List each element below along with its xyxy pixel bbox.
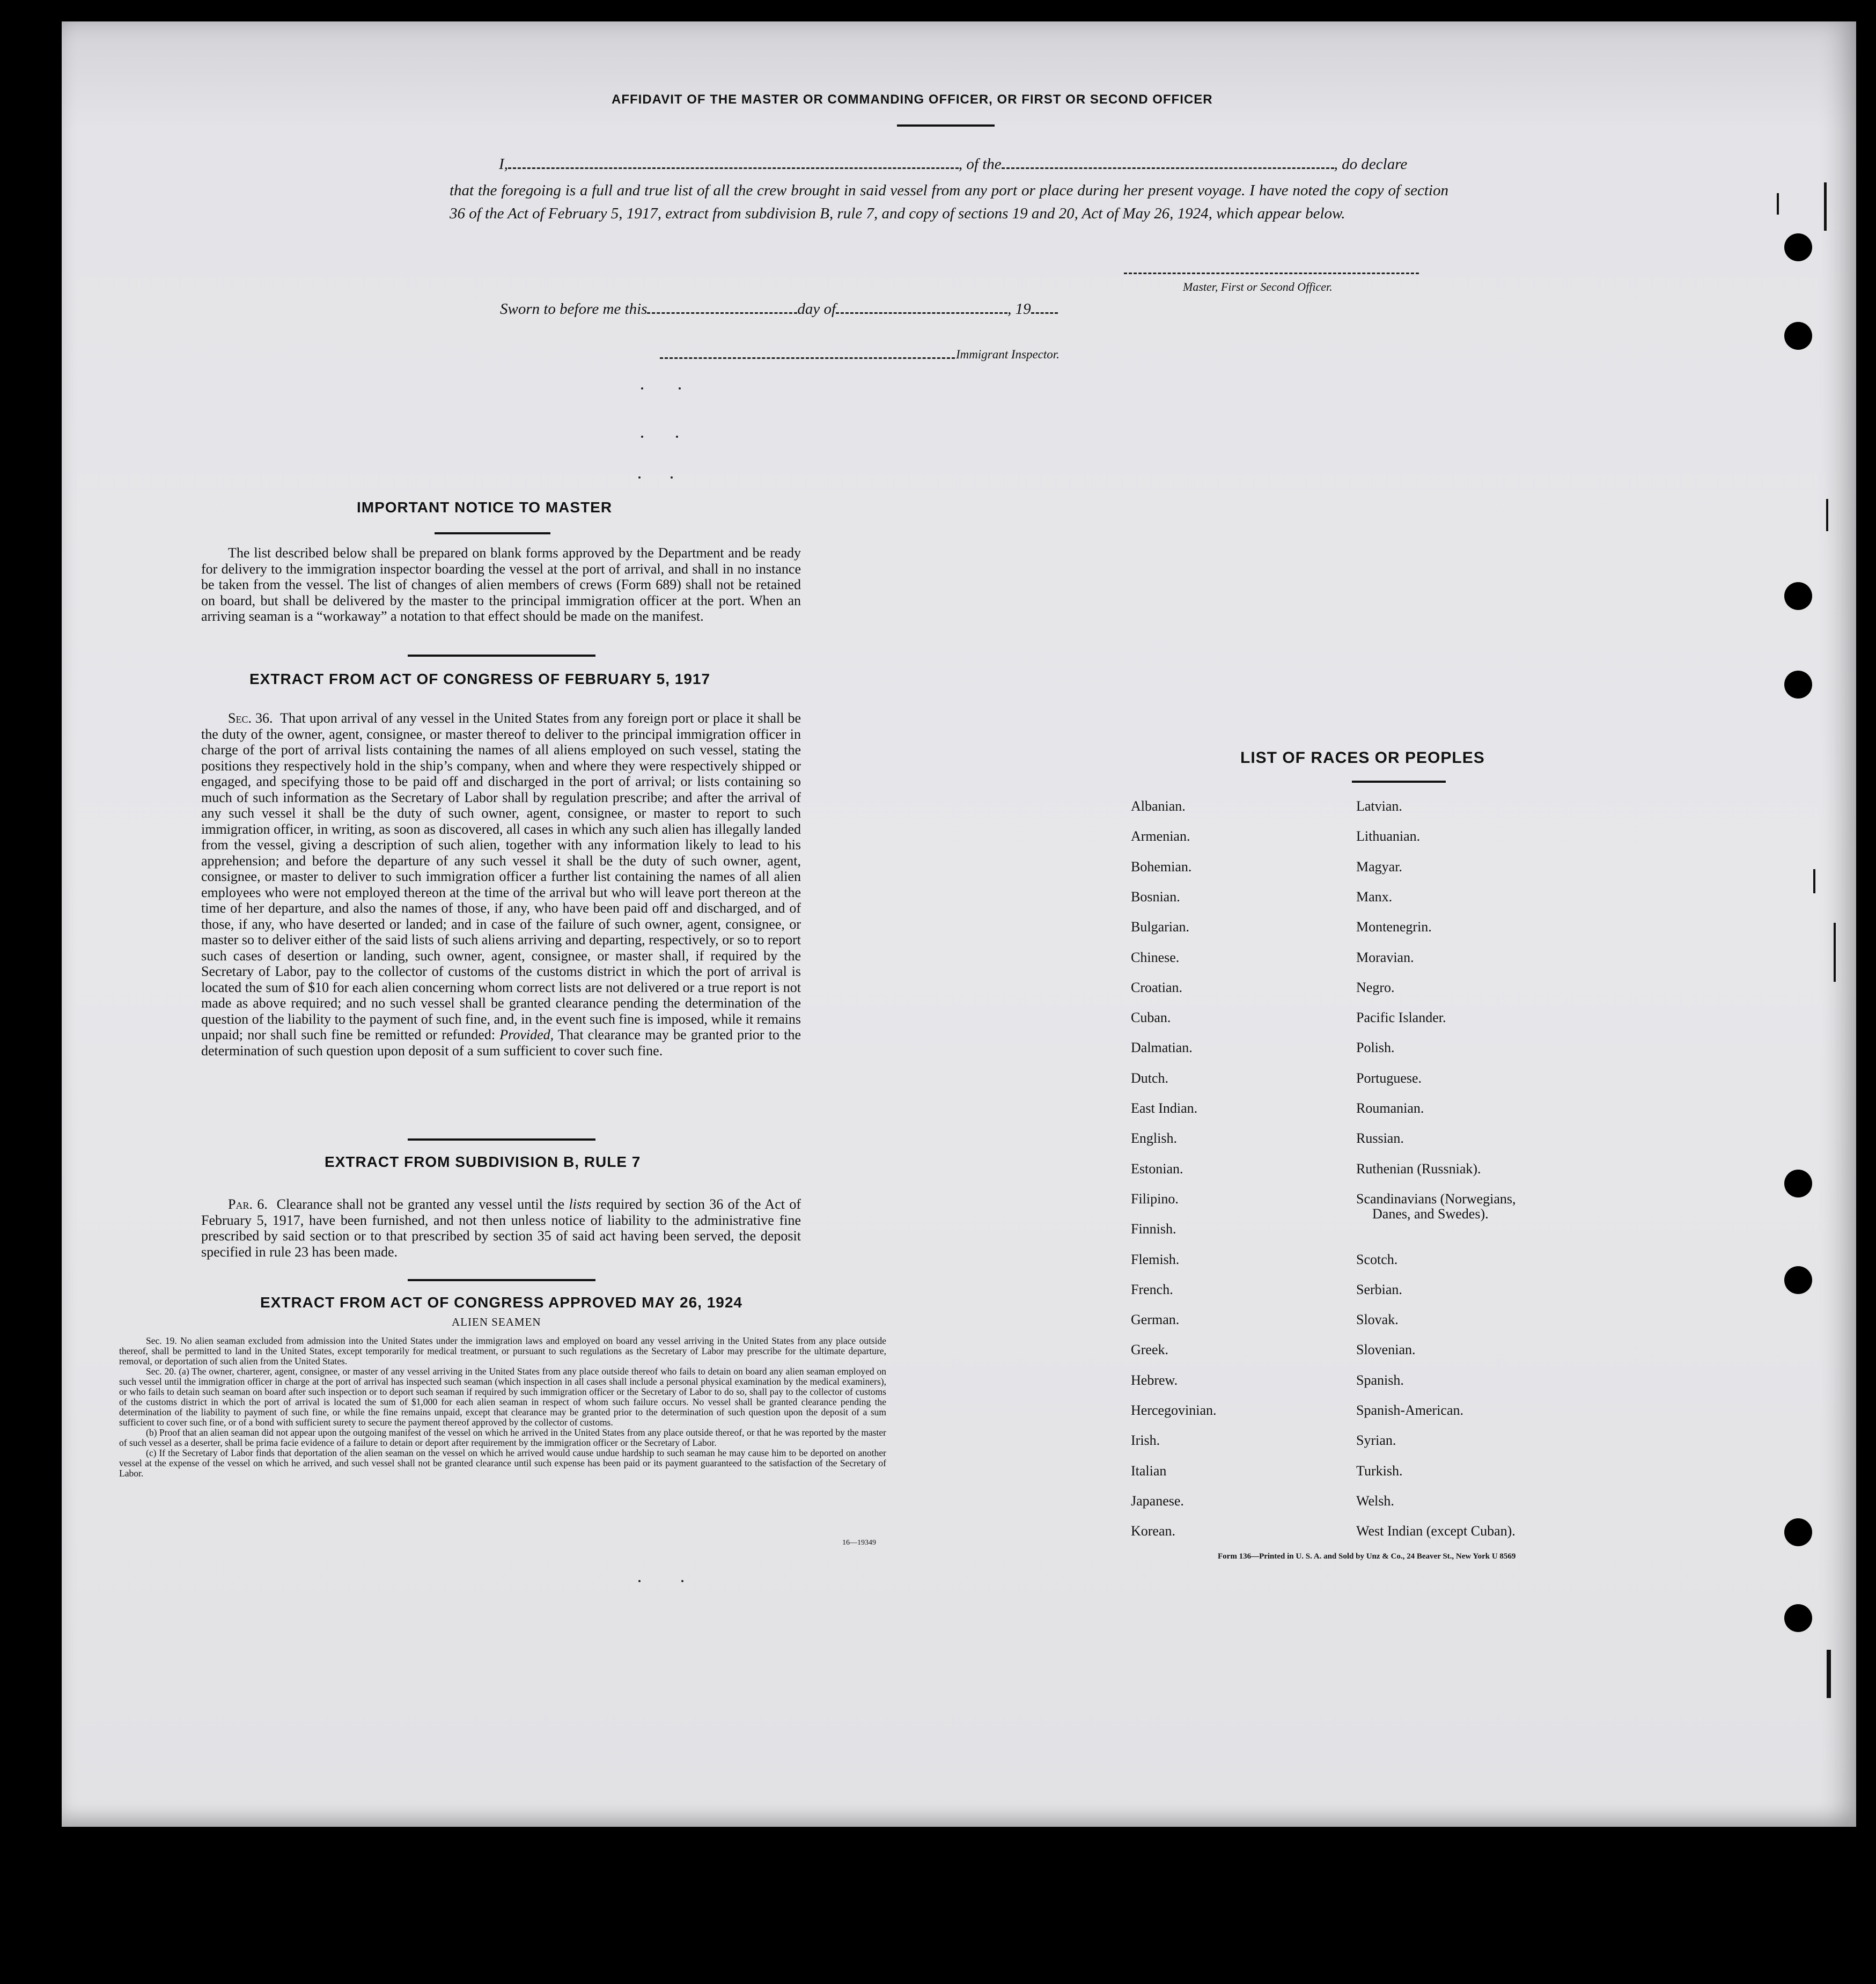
declaration-do-declare: , do declare <box>1334 156 1408 173</box>
stray-dot <box>641 387 643 390</box>
divider <box>408 1138 595 1141</box>
section-20b-paragraph: (b) Proof that an alien seaman did not appear upon the outgoing manifest of the vessel on which he arrived in the United States from any place outside thereof, or that he was reported by the master of such vessel as a deserter, shall be prima facie evidence of a failure to detain or deport after requirement by the immigration officer or the Secretary of Labor. <box>119 1427 886 1448</box>
notice-title: IMPORTANT NOTICE TO MASTER <box>357 499 613 516</box>
race-item: Polish. <box>1356 1040 1395 1056</box>
punch-hole <box>1784 1170 1812 1197</box>
punch-hole <box>1784 1604 1812 1632</box>
races-title: LIST OF RACES OR PEOPLES <box>1240 749 1485 767</box>
race-item: Greek. <box>1131 1342 1169 1358</box>
divider <box>435 532 550 534</box>
section-19-paragraph: Sec. 19. No alien seaman excluded from admission into the United States under the immigration laws and employed on board any vessel arriving in the United States from any place outside thereof, shall be permitted to land in the United States, except temporarily for medical treatment, or pursuant to such regulations as the Secretary of Labor may prescribe for the ultimate departure, removal, or deportation of such alien from the United States. <box>119 1335 886 1366</box>
form-code: 16—19349 <box>842 1539 876 1547</box>
race-item: Turkish. <box>1356 1463 1403 1479</box>
extract-1917-title: EXTRACT FROM ACT OF CONGRESS OF FEBRUARY 5, 1917 <box>249 671 711 687</box>
binder-mark <box>1777 193 1779 215</box>
race-item: Bulgarian. <box>1131 919 1190 935</box>
race-item: French. <box>1131 1281 1173 1297</box>
declaration-i: I, <box>499 156 508 173</box>
sworn-label: Sworn to before me this <box>500 300 648 318</box>
race-item: Flemish. <box>1131 1251 1180 1267</box>
race-item: Hercegovinian. <box>1131 1402 1217 1418</box>
stray-dot <box>641 436 643 438</box>
race-item: English. <box>1131 1130 1177 1147</box>
lists-word: lists <box>569 1196 592 1212</box>
divider <box>408 655 595 657</box>
name-blank[interactable] <box>508 167 959 169</box>
proviso-text: That clearance may be granted prior to the determination of such question upon deposit of a sum sufficient to cover such fine. <box>201 1027 801 1059</box>
footer-imprint: Form 136—Printed in U. S. A. and Sold by Unz & Co., 24 Beaver St., New York U 8569 <box>1218 1552 1516 1561</box>
race-item: Dutch. <box>1131 1070 1169 1086</box>
signature-blank[interactable] <box>1124 273 1419 274</box>
inspector-blank[interactable] <box>660 357 955 359</box>
par-6-paragraph <box>201 1196 801 1260</box>
race-item: Serbian. <box>1356 1281 1402 1297</box>
race-item: Hebrew. <box>1131 1372 1178 1388</box>
declaration-line <box>499 156 1448 173</box>
race-item: Syrian. <box>1356 1432 1396 1449</box>
stray-dot <box>676 436 678 438</box>
divider <box>1352 781 1446 783</box>
race-item: Italian <box>1131 1463 1167 1479</box>
race-item: Moravian. <box>1356 949 1414 965</box>
race-item: Ruthenian (Russniak). <box>1356 1160 1481 1177</box>
race-item: Slovenian. <box>1356 1342 1416 1358</box>
extract-1924-title: EXTRACT FROM ACT OF CONGRESS APPROVED MAY 26, 1924 <box>260 1294 742 1311</box>
section-36-label: Sec. 36. <box>228 710 273 726</box>
notice-paragraph: The list described below shall be prepared on blank forms approved by the Department and be ready for delivery to the immigration inspector boarding the vessel at the port of arrival, and shall in no instance be taken from the vessel. The list of changes of alien members of crews (Form 689) shall not be retained on board, but shall be delivered by the master to the principal immigration officer at the port. When an arriving seaman is a “workaway” a notation to that effect should be made on the manifest. <box>201 545 801 624</box>
race-item: Japanese. <box>1131 1493 1184 1509</box>
sworn-year-blank[interactable] <box>1031 312 1058 314</box>
section-36-text <box>201 710 801 1059</box>
race-item: Dalmatian. <box>1131 1040 1193 1056</box>
rule-7-text <box>201 1196 801 1260</box>
notice-body <box>201 545 801 624</box>
race-item: Lithuanian. <box>1356 828 1421 844</box>
binder-mark <box>1827 1650 1831 1698</box>
punch-hole <box>1784 671 1812 699</box>
divider <box>408 1279 595 1281</box>
rule-7-title: EXTRACT FROM SUBDIVISION B, RULE 7 <box>325 1153 641 1170</box>
sworn-day-blank[interactable] <box>647 312 797 314</box>
race-item: Cuban. <box>1131 1010 1171 1026</box>
sworn-line <box>500 300 1058 318</box>
punch-hole <box>1784 1266 1812 1294</box>
sworn-month-blank[interactable] <box>836 312 1007 314</box>
stray-dot <box>681 1580 683 1582</box>
par-6-label: Par. 6. <box>228 1196 268 1212</box>
proviso-label: Provided, <box>499 1027 554 1042</box>
alien-seamen-subtitle: ALIEN SEAMEN <box>452 1316 541 1328</box>
binder-mark <box>1813 869 1815 893</box>
section-20a-paragraph: Sec. 20. (a) The owner, charterer, agent, consignee, or master of any vessel arriving in the United States from any place outside thereof who fails to detain on board any alien seaman employed on such vessel until the immigration officer in charge at the port of arrival has inspected such seaman (which inspection in all cases shall include a personal physical examination by the medical examiners), or who fails to detain such seaman on board after such inspection or to deport such seaman if required by such immigration officer or the Secretary of Labor to do so, shall pay to the collector of customs of the customs district in which the port of arrival is located the sum of $1,000 for each alien seaman in respect of whom such failure occurs. No vessel shall be granted clearance pending the determination of the liability to payment of such fine, or while the fine remains unpaid, except that clearance may be granted prior to the determination of such question upon the deposit of a sum sufficient to cover such fine, or of a bond with sufficient surety to secure the payment thereof approved by the collector of customs. <box>119 1366 886 1428</box>
race-item: Roumanian. <box>1356 1100 1424 1116</box>
race-item: Albanian. <box>1131 798 1186 814</box>
race-item: Magyar. <box>1356 858 1402 875</box>
race-item: Bosnian. <box>1131 888 1180 905</box>
alien-seamen-text <box>119 1336 886 1479</box>
race-item: Montenegrin. <box>1356 919 1432 935</box>
par-6-body-b: required by section 36 of the Act of February 5, 1917, have been furnished, and not then unless notice of liability to the administrative fine prescribed by said section or to that prescribed by section 35 of said act having been served, the deposit specified in rule 23 has been made. <box>201 1196 801 1260</box>
race-item: Danes, and Swedes). <box>1372 1206 1489 1222</box>
section-36-paragraph <box>201 710 801 1059</box>
stray-dot <box>638 1580 641 1582</box>
race-item: Filipino. <box>1131 1191 1179 1207</box>
race-item: Latvian. <box>1356 798 1402 814</box>
punch-hole <box>1784 1518 1812 1546</box>
race-item: Scandinavians (Norwegians, <box>1356 1191 1516 1207</box>
race-item: Slovak. <box>1356 1312 1399 1328</box>
race-item: Estonian. <box>1131 1160 1183 1177</box>
race-item: Spanish-American. <box>1356 1402 1464 1418</box>
declaration-of-the: , of the <box>958 156 1002 173</box>
race-item: German. <box>1131 1312 1180 1328</box>
section-20c-paragraph: (c) If the Secretary of Labor finds that deportation of the alien seaman on the vessel on which he arrived would cause undue hardship to such seaman he may cause him to be deported on another vessel at the expense of the vessel on which he arrived, and such vessel shall not be granted clearance until such expense has been paid or its payment guaranteed to the satisfaction of the Secretary of Labor. <box>119 1447 886 1479</box>
race-item: Croatian. <box>1131 979 1183 995</box>
race-item: West Indian (except Cuban). <box>1356 1523 1515 1539</box>
race-item: Irish. <box>1131 1432 1160 1449</box>
race-item: East Indian. <box>1131 1100 1198 1116</box>
binder-mark <box>1826 499 1828 531</box>
punch-hole <box>1784 322 1812 350</box>
year-label: , 19 <box>1007 300 1031 318</box>
divider <box>897 124 995 127</box>
race-item: Bohemian. <box>1131 858 1192 875</box>
stray-dot <box>638 476 641 479</box>
race-item: Welsh. <box>1356 1493 1394 1509</box>
punch-hole <box>1784 582 1812 610</box>
race-item: Scotch. <box>1356 1251 1398 1267</box>
inspector-label: Immigrant Inspector. <box>956 348 1060 361</box>
race-item: Pacific Islander. <box>1356 1010 1446 1026</box>
stray-dot <box>679 387 681 390</box>
race-item: Chinese. <box>1131 949 1180 965</box>
stray-dot <box>671 476 673 479</box>
race-item: Negro. <box>1356 979 1395 995</box>
race-item: Spanish. <box>1356 1372 1404 1388</box>
binder-mark <box>1834 923 1836 982</box>
race-item: Russian. <box>1356 1130 1404 1147</box>
par-6-body-a: Clearance shall not be granted any vessel until the <box>276 1196 565 1212</box>
affidavit-title: AFFIDAVIT OF THE MASTER OR COMMANDING OFFICER, OR FIRST OR SECOND OFFICER <box>612 92 1213 107</box>
binder-mark <box>1824 182 1827 231</box>
vessel-blank[interactable] <box>1002 167 1334 169</box>
race-item: Portuguese. <box>1356 1070 1422 1086</box>
declaration-body: that the foregoing is a full and true list of all the crew brought in said vessel from any port or place during her present voyage. I have noted the copy of section 36 of the Act of February 5, 1917, extract from subdivision B, rule 7, and copy of sections 19 and 20, Act of May 26, 1924, which appear below. <box>450 182 1448 222</box>
section-36-body: That upon arrival of any vessel in the United States from any foreign port or place it shall be the duty of the owner, agent, consignee, or master thereof to deliver to the principal immigration officer in charge of the port of arrival lists containing the names of all aliens employed on such vessel, stating the positions they respectively hold in the ship’s company, when and where they were respectively shipped or engaged, and specifying those to be paid off and discharged in the port of arrival; or lists containing so much of such information as the Secretary of Labor shall by regulation prescribe; and after the arrival of any such vessel it shall be the duty of such owner, agent, consignee, or master to report to such immigration officer, in writing, as soon as discovered, all cases in which any such alien has illegally landed from the vessel, giving a description of such alien, together with any information likely to lead to his apprehension; and before the departure of any such vessel it shall be the duty of such owner, agent, consignee, or master to deliver to such immigration officer a further list containing the names of all alien employees who were not employed thereon at the time of the arrival but who will leave port thereon at the time of her departure, and also the names of those, if any, who have been paid off and discharged, and of those, if any, who have deserted or landed; and in case of the failure of such owner, agent, consignee, or master so to deliver either of the said lists of such aliens arriving and departing, respectively, or so to report such cases of desertion or landing, such owner, agent, consignee, or master shall, if required by the Secretary of Labor, pay to the collector of customs of the customs district in which the port of arrival is located the sum of $10 for each alien concerning whom correct lists are not delivered or a true report is not made as above required; and no such vessel shall be granted clearance pending the determination of the question of the liability to the payment of such fine, and, in the event such fine is imposed, while it remains unpaid; nor shall such fine be remitted or refunded: <box>201 710 801 1042</box>
race-item: Finnish. <box>1131 1221 1176 1237</box>
race-item: Armenian. <box>1131 828 1190 844</box>
punch-hole <box>1784 233 1812 261</box>
race-item: Korean. <box>1131 1523 1176 1539</box>
day-of-label: day of <box>797 300 836 318</box>
race-item: Manx. <box>1356 888 1393 905</box>
signature-label: Master, First or Second Officer. <box>1183 280 1333 293</box>
